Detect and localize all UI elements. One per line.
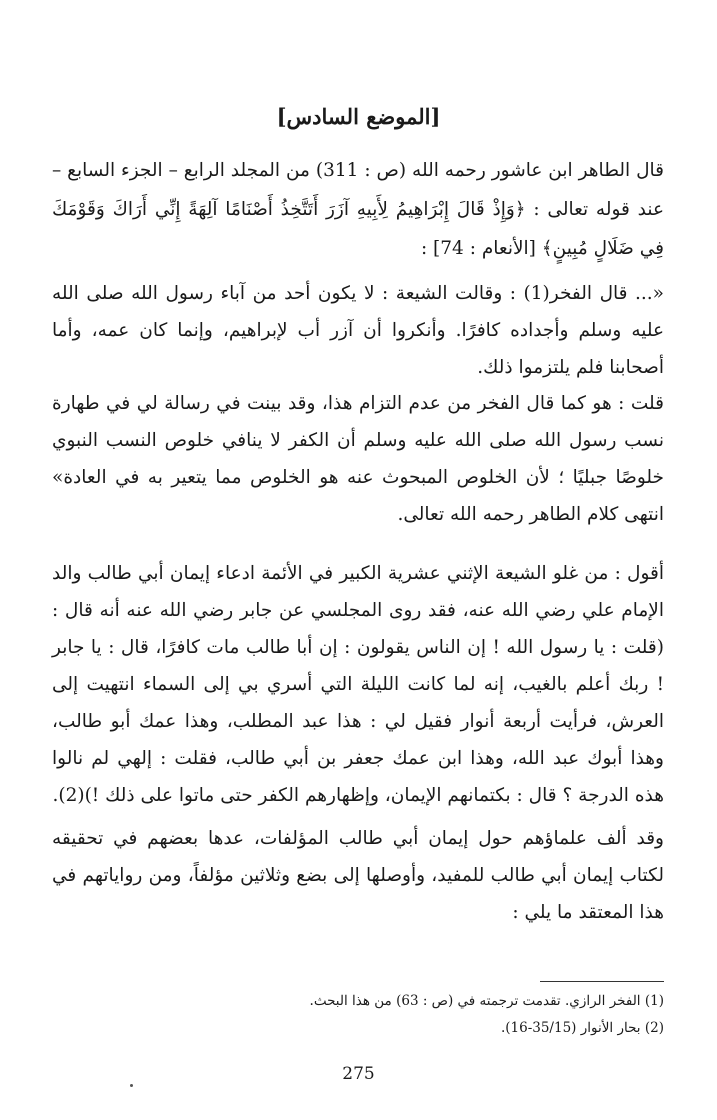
paragraph-intro: قال الطاهر ابن عاشور رحمه الله (ص : 311) من المجلد الرابع – الجزء السابع – عند قوله تعالى : ﴿وَإِذْ قَالَ إِبْرَاهِيمُ لِأَبِيهِ آزَرَ أَتَتَّخِذُ أَصْنَامًا آلِهَةً إِنِّي أَرَاكَ وَقَوْمَكَ فِي ضَلَالٍ مُبِينٍ﴾ [الأنعام : 74] : bbox=[52, 160, 664, 259]
paragraph-conclusion: وقد ألف علماؤهم حول إيمان أبي طالب المؤلفات، عدها بعضهم في تحقيقه لكتاب إيمان أبي طالب للمفيد، وأوصلها إلى بضع وثلاثين مؤلفاً، ومن رواياتهم في هذا المعتقد ما يلي : bbox=[52, 828, 664, 923]
footnote-separator bbox=[540, 981, 664, 982]
scan-speck bbox=[130, 1084, 133, 1087]
paragraph-narration: أقول : من غلو الشيعة الإثني عشرية الكبير في الأئمة ادعاء إيمان أبي طالب والد الإمام علي رضي الله عنه، فقد روى المجلسي عن جابر رضي الله عنه أنه قال : (قلت : يا رسول الله ! إن الناس يقولون : إن أبا طالب مات كافرًا، قال : يا جابر ! ربك أعلم بالغيب، إنه لما كانت الليلة التي أسري بي إلى السماء انتهيت إلى العرش، فرأيت أربعة أنوار فقيل لي : هذا عبد المطلب، وهذا عمك أبو طالب، وهذا أبوك عبد الله، وهذا ابن عمك جعفر بن أبي طالب، فقلت : إلهي لم نالوا هذه الدرجة ؟ قال : بكتمانهم الإيمان، وإظهارهم الكفر حتى ماتوا على ذلك !)(2). bbox=[52, 563, 664, 806]
page-number: 275 bbox=[342, 1064, 375, 1084]
section-heading: [الموضع السادس] bbox=[276, 104, 441, 129]
paragraph-comment: قلت : هو كما قال الفخر من عدم التزام هذا، وقد بينت في رسالة لي في طهارة نسب رسول الله صلى الله عليه وسلم أن الكفر لا ينافي خلوص النسب النبوي خلوصًا جبليًا ؛ لأن الخلوص المبحوث عنه هو الخلوص مما يتعير به في العادة» انتهى كلام الطاهر رحمه الله تعالى. bbox=[52, 393, 664, 525]
footnote-2: (2) بحار الأنوار (35/15-16). bbox=[500, 1020, 664, 1036]
footnote-1: (1) الفخر الرازي. تقدمت ترجمته في (ص : 63) من هذا البحث. bbox=[309, 993, 664, 1009]
paragraph-quote: «... قال الفخر(1) : وقالت الشيعة : لا يكون أحد من آباء رسول الله صلى الله عليه وسلم وأجداده كافرًا. وأنكروا أن آزر أب لإبراهيم، وإنما كان عمه، وأما أصحابنا فلم يلتزموا ذلك. bbox=[52, 283, 664, 378]
